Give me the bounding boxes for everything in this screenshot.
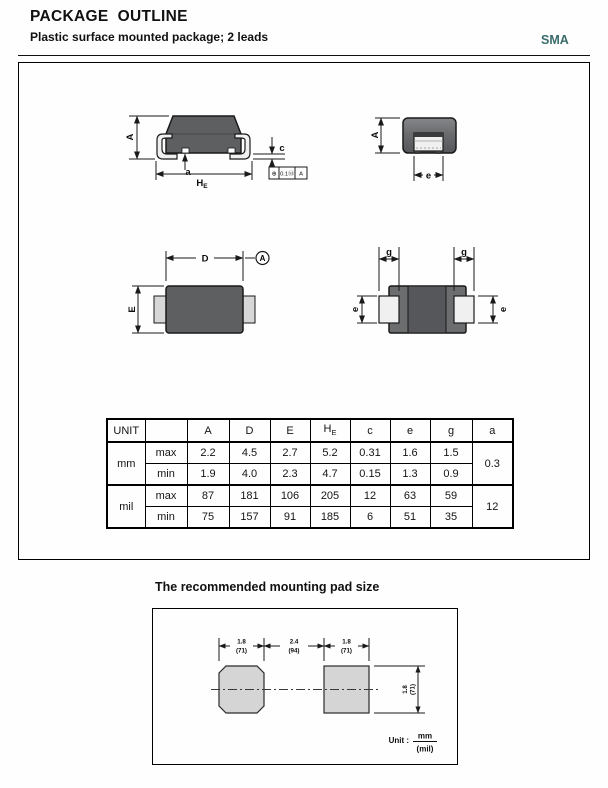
side-view <box>370 118 456 182</box>
page-subtitle: Plastic surface mounted package; 2 leads <box>30 30 269 44</box>
dim-cell: 106 <box>270 485 310 507</box>
dim-cell: 1.5 <box>430 442 472 464</box>
dim-label-e-side: e <box>425 170 432 182</box>
dim1-mm: 1.8 <box>237 638 246 646</box>
front-view-notch-left <box>182 148 189 153</box>
dim-cell: 35 <box>430 507 472 529</box>
datum-feature-frame <box>269 167 307 179</box>
top-view-tab-left <box>154 296 166 323</box>
header-a: a <box>472 419 513 442</box>
unit-numerator: mm <box>417 731 433 741</box>
dim2-mm: 2.4 <box>289 638 299 646</box>
header-unit: UNIT <box>107 419 145 442</box>
dimv-mil: (71) <box>409 683 417 696</box>
dimension-table <box>106 418 514 529</box>
dim-cell: 91 <box>270 507 310 529</box>
bottom-view-pad-left <box>379 296 399 323</box>
top-view-tab-right <box>243 296 255 323</box>
dim-label-e-right: e <box>498 306 509 313</box>
header-rule <box>18 55 590 56</box>
dim-cell: 1.9 <box>187 464 229 486</box>
dim-cell: 4.7 <box>310 464 350 486</box>
datum-A-callout <box>245 252 269 265</box>
bottom-view-pad-right <box>454 296 474 323</box>
dim1-mil: (71) <box>235 647 248 655</box>
bottom-view-center <box>408 286 446 333</box>
row-label: min <box>145 507 187 529</box>
header-e: e <box>390 419 430 442</box>
dim-cell: 2.2 <box>187 442 229 464</box>
dim-HE <box>156 161 252 180</box>
dim-cell: 51 <box>390 507 430 529</box>
dim-cell: 63 <box>390 485 430 507</box>
dim-cell: 0.9 <box>430 464 472 486</box>
dim-cell: 6 <box>350 507 390 529</box>
dimv-mm: 1.8 <box>402 685 409 694</box>
dim-label-c: c <box>279 143 285 154</box>
header-g: g <box>430 419 472 442</box>
header-blank <box>145 419 187 442</box>
top-view-body <box>166 286 243 333</box>
datum-letter: A <box>259 254 266 263</box>
dim3-mm: 1.8 <box>342 638 351 646</box>
table-row-mm-min <box>107 464 513 486</box>
dim-cell-a-mil: 12 <box>472 485 513 528</box>
page-title: PACKAGE OUTLINE <box>30 8 188 25</box>
header-D: D <box>229 419 270 442</box>
dim-cell: 75 <box>187 507 229 529</box>
dim-cell: 4.0 <box>229 464 270 486</box>
dim-label-A-side: A <box>370 131 381 139</box>
dim-label-E: E <box>127 306 138 313</box>
unit-mm: mm <box>107 442 145 485</box>
package-name: SMA <box>541 33 569 47</box>
dim-cell: 205 <box>310 485 350 507</box>
front-view <box>125 116 307 190</box>
unit-note <box>389 732 437 754</box>
table-row-mm-max <box>107 442 513 464</box>
dim-cell: 0.15 <box>350 464 390 486</box>
dim-label-e-left: e <box>350 306 361 313</box>
dim3-mil: (71) <box>340 647 353 655</box>
package-outline-box <box>18 62 590 560</box>
pad-vertical-dimension <box>374 666 425 713</box>
dim-e-right <box>478 296 498 323</box>
unit-mil: mil <box>107 485 145 528</box>
dim-cell: 181 <box>229 485 270 507</box>
dim-label-HE: $H_E$ <box>196 178 208 190</box>
table-row-mil-max <box>107 485 513 507</box>
dim-cell: 185 <box>310 507 350 529</box>
dim-label-a-standoff: a <box>185 167 191 178</box>
dim-cell: 59 <box>430 485 472 507</box>
dim-cell: 12 <box>350 485 390 507</box>
frame-position-symbol: ⊕ <box>271 171 277 178</box>
header-c: c <box>350 419 390 442</box>
dim-cell: 1.6 <box>390 442 430 464</box>
front-view-body <box>166 116 241 153</box>
table-row-mil-min <box>107 507 513 529</box>
bottom-view <box>350 247 509 333</box>
header-A: A <box>187 419 229 442</box>
dim-cell-a-mm: 0.3 <box>472 442 513 485</box>
dim-cell: 4.5 <box>229 442 270 464</box>
dim-cell: 2.7 <box>270 442 310 464</box>
dim-label-g-right: g <box>461 247 467 258</box>
dim-cell: 1.3 <box>390 464 430 486</box>
frame-tolerance: 0.1Ⓜ <box>280 171 294 178</box>
dim-cell: 0.31 <box>350 442 390 464</box>
dim-cell: 157 <box>229 507 270 529</box>
unit-label: Unit : <box>388 736 409 745</box>
header-HE: $H_E$ <box>310 419 350 442</box>
dim-label-D: D <box>201 253 209 265</box>
row-label: max <box>145 442 187 464</box>
row-label: min <box>145 464 187 486</box>
dim-cell: 2.3 <box>270 464 310 486</box>
table-header-row <box>107 419 513 442</box>
top-view <box>127 251 269 333</box>
mounting-pad-box <box>152 608 458 765</box>
unit-denominator: (mil) <box>416 744 434 754</box>
dim-cell: 5.2 <box>310 442 350 464</box>
dim-cell: 87 <box>187 485 229 507</box>
frame-datum-ref: A <box>299 171 303 178</box>
dim2-mil: (94) <box>288 647 300 655</box>
mounting-pad-drawing <box>153 609 456 763</box>
dim-label-g-left: g <box>386 247 392 258</box>
header-E: E <box>270 419 310 442</box>
dim-label-A-front: A <box>125 133 136 141</box>
mounting-pad-title: The recommended mounting pad size <box>155 580 380 594</box>
row-label: max <box>145 485 187 507</box>
front-view-notch-right <box>228 148 235 153</box>
